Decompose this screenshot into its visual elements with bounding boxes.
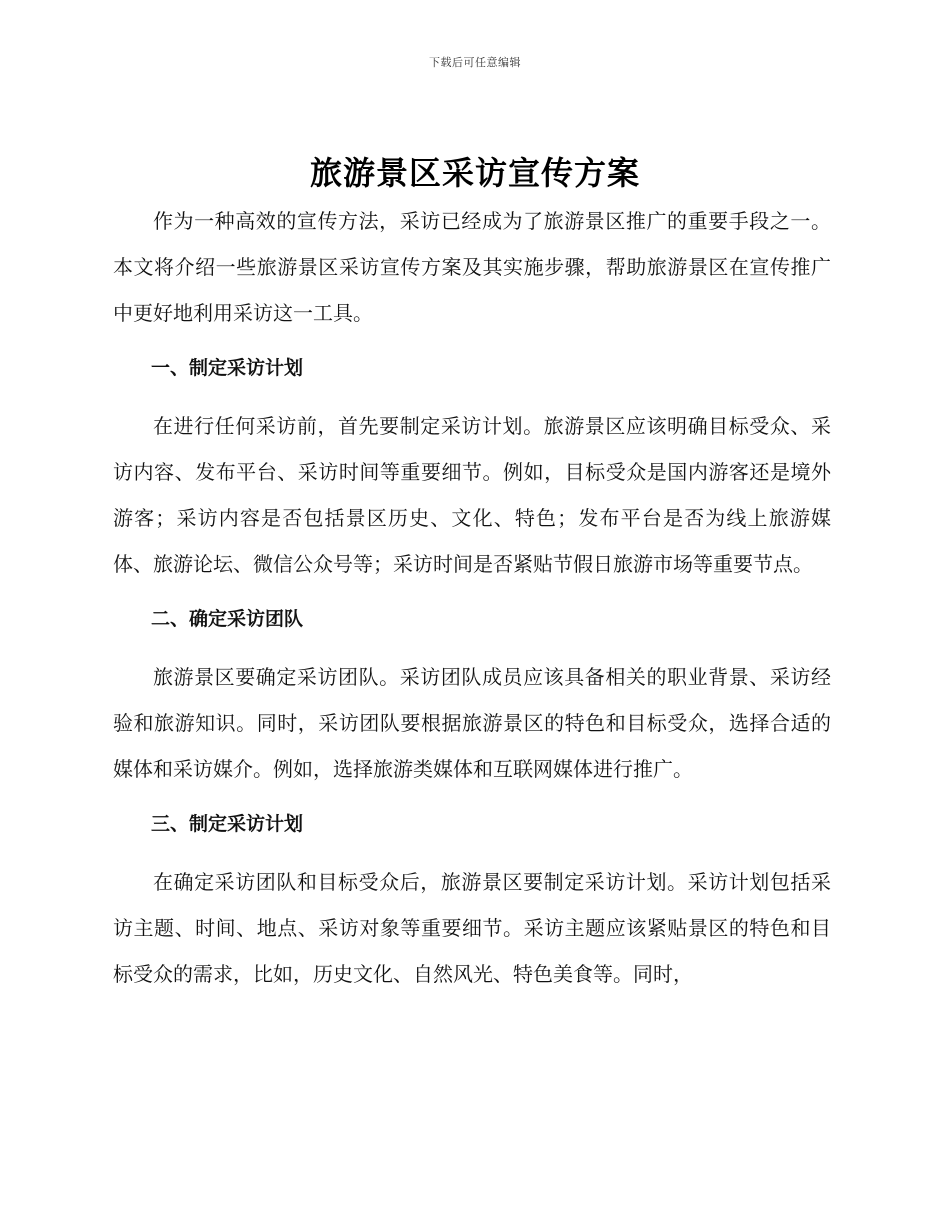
intro-paragraph: 作为一种高效的宣传方法，采访已经成为了旅游景区推广的重要手段之一。本文将介绍一些旅游景区采访宣传方案及其实施步骤，帮助旅游景区在宣传推广中更好地利用采访这一工具。: [113, 209, 831, 325]
document-body: [113, 198, 831, 997]
document-title: 旅游景区采访宣传方案: [309, 154, 640, 192]
section-body-2: 旅游景区要确定采访团队。采访团队成员应该具备相关的职业背景、采访经验和旅游知识。同时，采访团队要根据旅游景区的特色和目标受众，选择合适的媒体和采访媒介。例如，选择旅游类媒体和互联网媒体进行推广。: [113, 665, 831, 781]
section-heading-3: 三、制定采访计划: [151, 813, 304, 835]
section-heading-2: 二、确定采访团队: [151, 608, 304, 630]
section-body-3: 在确定采访团队和目标受众后，旅游景区要制定采访计划。采访计划包括采访主题、时间、地点、采访对象等重要细节。采访主题应该紧贴景区的特色和目标受众的需求，比如，历史文化、自然风光、特色美食等。同时，: [113, 870, 831, 986]
section-body-1: 在进行任何采访前，首先要制定采访计划。旅游景区应该明确目标受众、采访内容、发布平台、采访时间等重要细节。例如，目标受众是国内游客还是境外游客；采访内容是否包括景区历史、文化、特色；发布平台是否为线上旅游媒体、旅游论坛、微信公众号等；采访时间是否紧贴节假日旅游市场等重要节点。: [113, 414, 831, 576]
header-note: 下载后可任意编辑: [429, 56, 521, 69]
section-heading-1: 一、制定采访计划: [151, 357, 304, 379]
